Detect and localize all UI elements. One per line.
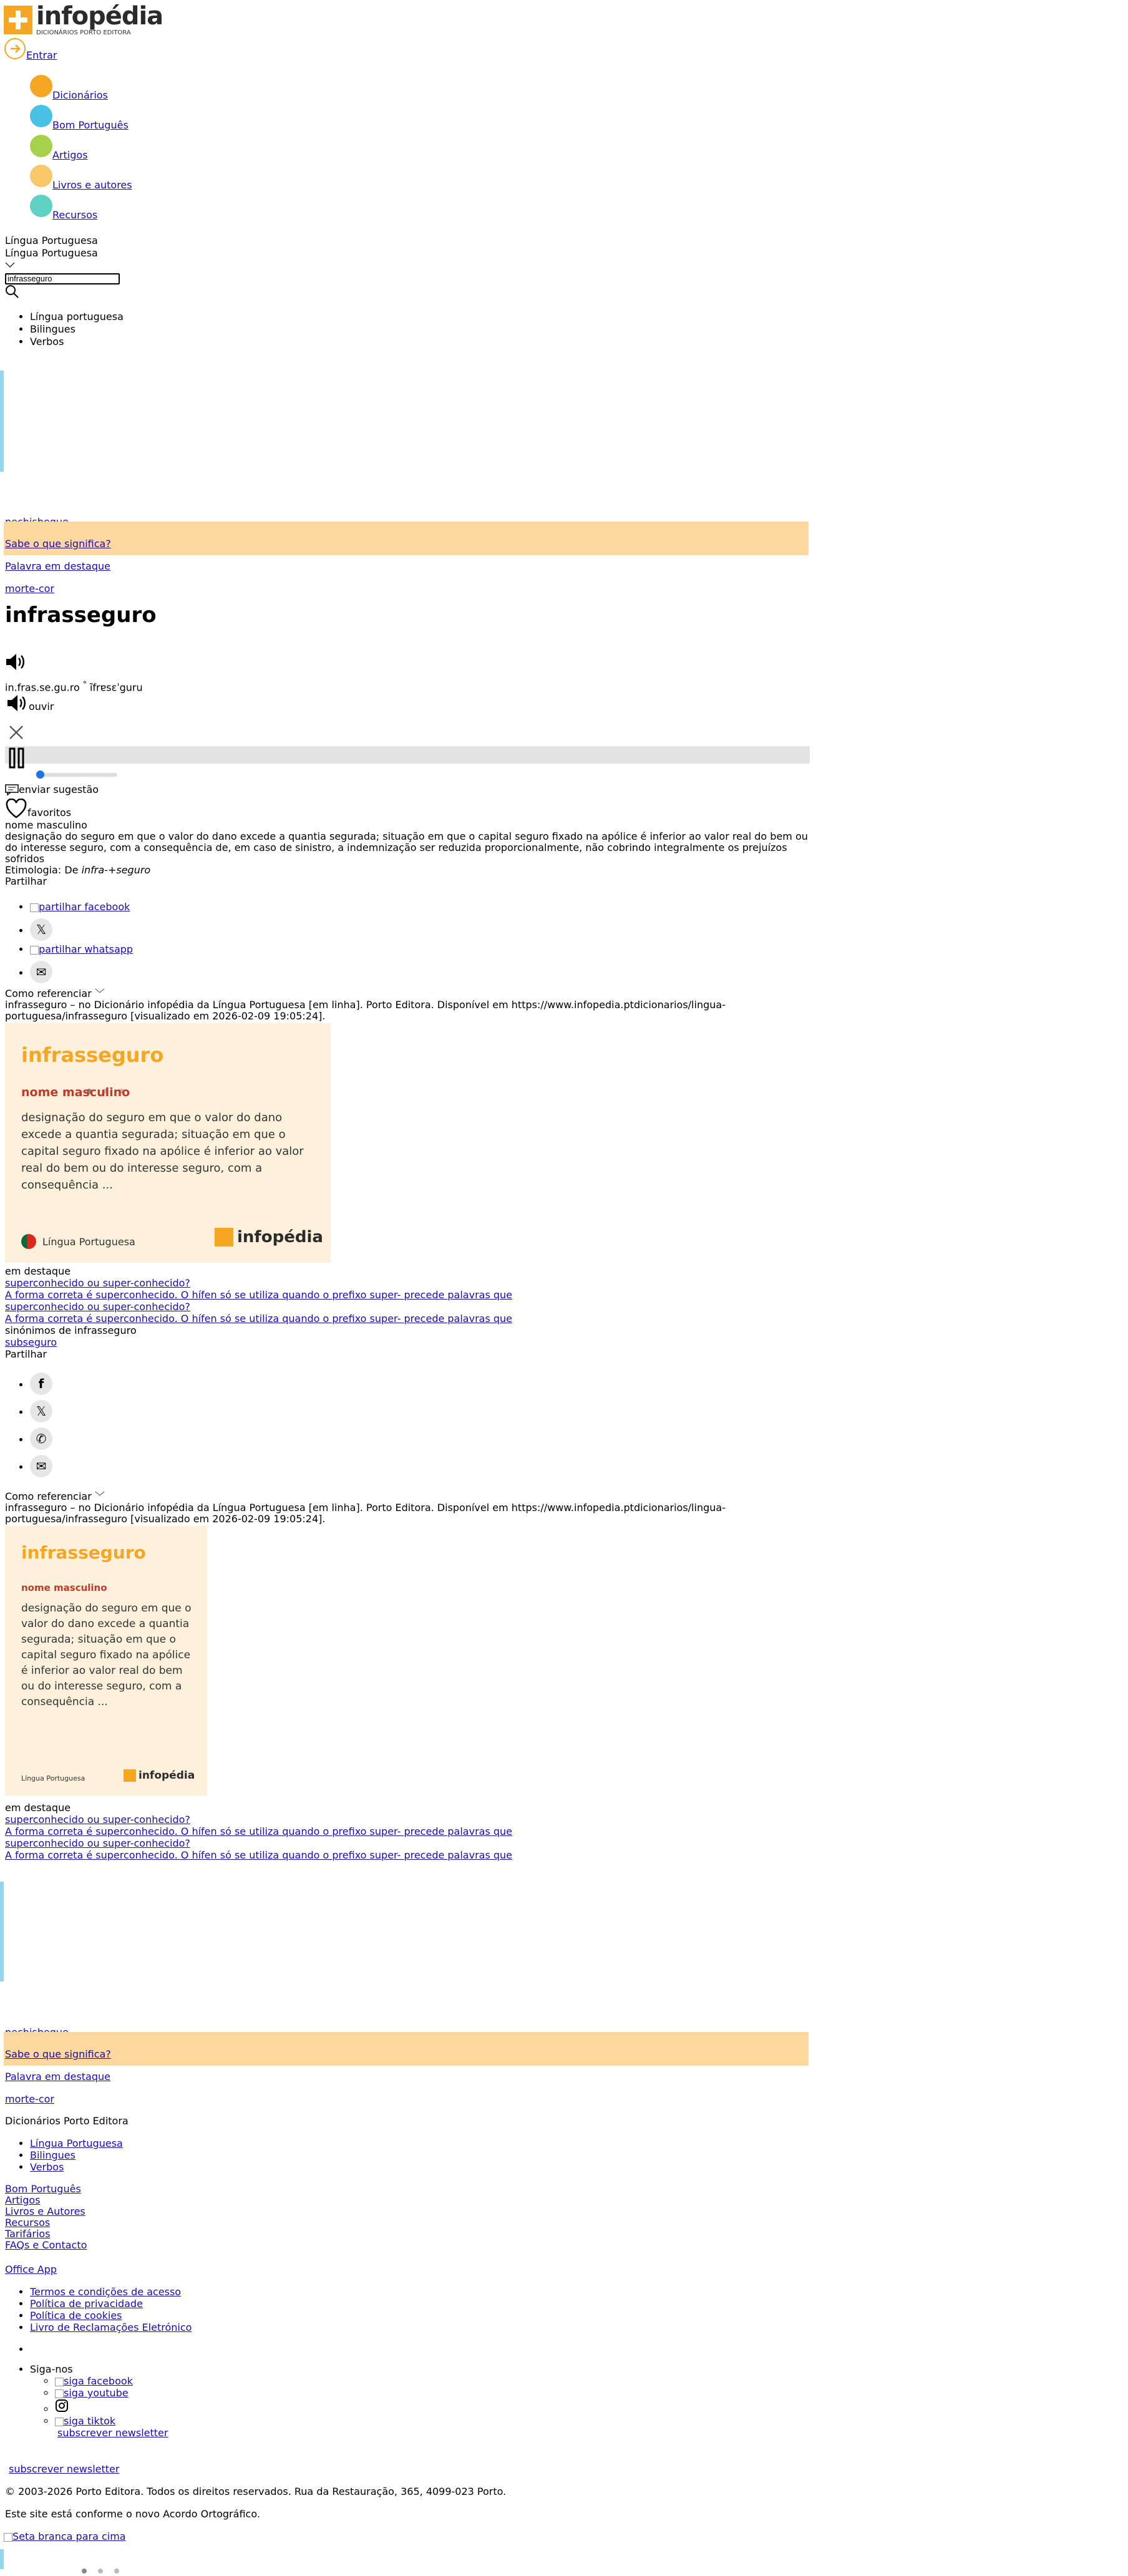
social-block: [5, 2343, 168, 2439]
share-whatsapp-link[interactable]: partilhar whatsapp: [30, 943, 133, 955]
audio-progress-handle[interactable]: [36, 770, 44, 779]
footer-title: Dicionários Porto Editora: [5, 2115, 129, 2127]
dictionary-options: [5, 311, 124, 348]
option-verbos[interactable]: • Verbos: [30, 336, 124, 348]
footer-dict-item[interactable]: • Língua Portuguesa: [30, 2137, 123, 2149]
broken-image-icon: [55, 2378, 64, 2386]
card-pos: nome masculino: [21, 1582, 107, 1593]
broken-image-icon: [55, 2389, 64, 2398]
back-to-top-link[interactable]: Seta branca para cima: [4, 2530, 126, 2542]
card-brand-logo: infopédia: [215, 1228, 323, 1247]
social-tiktok[interactable]: ◦ siga tiktok: [55, 2415, 168, 2427]
destaque-question-2[interactable]: superconhecido ou super-conhecido?: [5, 1301, 190, 1313]
dictionary-label: Língua Portuguesa: [5, 235, 98, 246]
chevron-down-icon: ﹀: [94, 1490, 105, 1502]
synonym-link[interactable]: subseguro: [5, 1336, 57, 1348]
footer-link[interactable]: Bom Português: [5, 2183, 81, 2195]
search-input[interactable]: [5, 273, 120, 284]
share-facebook[interactable]: [30, 901, 280, 918]
audio-progress-track[interactable]: [36, 773, 117, 777]
envelope-icon[interactable]: ✉: [30, 961, 52, 983]
search-icon[interactable]: [5, 284, 19, 298]
empty-item: [30, 2343, 168, 2363]
envelope-icon[interactable]: ✉: [30, 1455, 52, 1477]
copyright: © 2003-2026 Porto Editora. Todos os direitos reservados. Rua da Restauração, 365, 4099-023 Porto.: [5, 2486, 507, 2497]
pause-icon[interactable]: [9, 747, 25, 769]
feature-question-link-2[interactable]: Sabe o que significa?: [5, 2048, 111, 2060]
comment-icon: [5, 784, 19, 795]
cite-toggle[interactable]: Como referenciar ﹀: [5, 988, 105, 999]
acordo-ortografico: Este site está conforme o novo Acordo Ortográfico.: [5, 2508, 260, 2520]
feature-word2-link[interactable]: morte-cor: [5, 583, 55, 595]
listen-label[interactable]: ouvir: [29, 701, 54, 712]
social-instagram[interactable]: [55, 2399, 168, 2415]
legal-list: [5, 2286, 192, 2333]
nav-item-artigos[interactable]: Artigos: [30, 131, 342, 161]
card-pos: nome masculino: [21, 1086, 130, 1099]
nav-item-livros[interactable]: Livros e autores: [30, 161, 342, 191]
share-list: [5, 901, 280, 991]
bottom-bar: [0, 2549, 4, 2569]
dictionary-select[interactable]: Língua Portuguesa: [5, 247, 98, 259]
x-icon[interactable]: 𝕏: [30, 918, 52, 941]
destaque-answer-1b[interactable]: A forma correta é superconhecido. O hífen só se utiliza quando o prefixo super- precede palavras que: [5, 1825, 513, 1837]
citation-text-2: infrasseguro – no Dicionário infopédia da Língua Portuguesa [em linha]. Porto Editora. Disponível em https://www.infopedia.ptdicionarios/lingua- portuguesa/infrasseguro [visualizado em 2026-02-09 19:05:24].: [5, 1502, 726, 1525]
share-label: Partilhar: [5, 875, 47, 887]
card-title: infrasseguro: [21, 1043, 164, 1067]
book-icon: [30, 75, 52, 97]
broken-image-icon: [30, 946, 39, 955]
favorites-control[interactable]: [5, 799, 71, 819]
favorites-label[interactable]: favoritos: [27, 807, 72, 819]
share-x-2[interactable]: [30, 1400, 52, 1427]
login-link[interactable]: Entrar: [26, 49, 57, 61]
card-brand-logo: infopédia: [124, 1769, 195, 1782]
footer-link[interactable]: FAQs e Contacto: [5, 2239, 87, 2251]
newsletter-link[interactable]: subscrever newsletter: [9, 2463, 120, 2475]
entry-title: infrasseguro: [5, 603, 157, 628]
destaque-answer-2[interactable]: A forma correta é superconhecido. O hífen só se utiliza quando o prefixo super- precede palavras que: [5, 1313, 513, 1324]
logo-cross-icon: [4, 6, 32, 34]
share-card-large: [5, 1023, 331, 1263]
feature-word2-link-2[interactable]: morte-cor: [5, 2093, 55, 2105]
nav-item-dicionarios[interactable]: Dicionários: [30, 71, 342, 101]
facebook-icon[interactable]: f: [30, 1373, 52, 1395]
feature-highlight-link[interactable]: Palavra em destaque: [5, 560, 110, 572]
books-icon: [30, 165, 52, 187]
office-app-link[interactable]: Office App: [5, 2263, 57, 2275]
feature-highlight: [4, 522, 809, 555]
legal-item[interactable]: • Termos e condições de acesso: [30, 2286, 192, 2298]
etymology-value: infra-+seguro: [81, 864, 151, 876]
entry-etymology: Etimologia: De infra-+seguro: [5, 864, 151, 876]
carousel-dots-bottom[interactable]: [76, 2564, 125, 2576]
main-nav: [5, 71, 342, 221]
newsletter-item[interactable]: subscrever newsletter: [57, 2427, 168, 2439]
nav-item-bom-portugues[interactable]: Bom Português: [30, 101, 342, 131]
share-card-small: [5, 1526, 207, 1796]
feature-highlight-link-2[interactable]: Palavra em destaque: [5, 2071, 110, 2083]
heart-icon: [5, 799, 27, 819]
instagram-icon[interactable]: [55, 2399, 69, 2413]
suggest-control[interactable]: [5, 784, 99, 795]
broken-image-icon: [4, 2533, 12, 2542]
destaque-label: em destaque: [5, 1265, 71, 1277]
card-language: Língua Portuguesa: [21, 1234, 135, 1249]
entry-syllables: in.fras.se.gu.ro: [5, 681, 80, 694]
ad-bar: [0, 371, 4, 472]
document-icon: [30, 135, 52, 157]
footer-links: [5, 2184, 87, 2251]
card-body: designação do seguro em que o valor do dano excede a quantia segurada; situação em que o capital seguro fixado na apólice é inferior ao valor real do bem ou do interesse seguro, com a consequência ...: [21, 1111, 304, 1192]
footer-dict-item[interactable]: • Verbos: [30, 2161, 123, 2173]
option-lingua-portuguesa[interactable]: • Língua portuguesa: [30, 311, 124, 323]
share-whatsapp[interactable]: [30, 943, 280, 961]
chevron-down-icon: ﹀: [94, 988, 105, 999]
nav-item-recursos[interactable]: Recursos: [30, 191, 342, 221]
whatsapp-icon[interactable]: ✆: [30, 1427, 52, 1450]
card-title: infrasseguro: [21, 1542, 146, 1563]
destaque-answer-2b[interactable]: A forma correta é superconhecido. O hífen só se utiliza quando o prefixo super- precede palavras que: [5, 1849, 513, 1861]
ipa-separator: °: [82, 680, 87, 689]
footer-dict-item[interactable]: • Bilingues: [30, 2149, 123, 2161]
destaque-question-1b[interactable]: superconhecido ou super-conhecido?: [5, 1814, 190, 1825]
pencil-icon: [30, 105, 52, 127]
entry-definition: designação do seguro em que o valor do dano excede a quantia segurada; situação em que o capital seguro fixado na apólice é inferior ao valor real do bem ou do interesse seguro, com a consequência de, em caso de sinistro, a indemnização ser reduzida proporcionalmente, não cobrindo integralmente os prejuízos sofridos: [5, 830, 808, 865]
share-list-2: [5, 1373, 52, 1482]
footer-dict-list: [5, 2137, 123, 2173]
legal-item[interactable]: • Política de cookies: [30, 2310, 192, 2321]
destaque-label-2: em destaque: [5, 1802, 71, 1814]
share-label-2: Partilhar: [5, 1348, 47, 1360]
share-email-2[interactable]: [30, 1455, 52, 1482]
entry-pos: nome masculino: [5, 819, 87, 831]
logo-cross-icon: [215, 1228, 233, 1247]
audio-player: [5, 746, 810, 764]
footer-link[interactable]: Recursos: [5, 2217, 51, 2228]
listen-control[interactable]: [5, 694, 54, 712]
login-area[interactable]: [4, 37, 57, 60]
footer-link[interactable]: Tarifários: [5, 2228, 51, 2240]
login-icon: [4, 37, 26, 60]
share-facebook-link[interactable]: partilhar facebook: [30, 901, 130, 913]
footer-link[interactable]: Livros e Autores: [5, 2205, 85, 2217]
legal-item[interactable]: • Livro de Reclamações Eletrónico: [30, 2321, 192, 2333]
broken-image-icon: [55, 2418, 64, 2426]
social-follow: • Siga-nos ◦ siga facebook ◦ siga youtube ◦ ◦ siga tiktok subscrever newsletter: [30, 2363, 168, 2439]
synonyms-label: sinónimos de infrasseguro: [5, 1324, 137, 1336]
footer-link[interactable]: Artigos: [5, 2194, 41, 2206]
card-language: Língua Portuguesa: [21, 1774, 85, 1782]
destaque-question-1[interactable]: superconhecido ou super-conhecido?: [5, 1277, 190, 1289]
destaque-question-2b[interactable]: superconhecido ou super-conhecido?: [5, 1837, 190, 1849]
portugal-flag-icon: [21, 1234, 36, 1249]
cite-toggle-2[interactable]: Como referenciar ﹀: [5, 1490, 105, 1502]
speaker-icon[interactable]: [5, 653, 26, 671]
ad-bar-2: [0, 1882, 4, 1981]
entry-pronunciation: [5, 680, 143, 693]
feature-highlight-2: [4, 2032, 809, 2066]
chevron-down-icon[interactable]: [5, 261, 15, 269]
share-x[interactable]: [30, 918, 280, 943]
speaker-icon[interactable]: [5, 694, 29, 712]
site-logo[interactable]: [4, 4, 163, 36]
suggest-label[interactable]: enviar sugestão: [19, 784, 99, 795]
close-icon[interactable]: [7, 724, 25, 741]
logo-subtitle: DICIONÁRIOS PORTO EDITORA: [36, 29, 131, 36]
legal-item[interactable]: • Política de privacidade: [30, 2298, 192, 2310]
citation-text: infrasseguro – no Dicionário infopédia da Língua Portuguesa [em linha]. Porto Editora. Disponível em https://www.infopedia.ptdicionarios/lingua- portuguesa/infrasseguro [visualizado em 2026-02-09 19:05:24].: [5, 999, 726, 1022]
broken-image-icon: [30, 903, 39, 912]
option-bilingues[interactable]: • Bilingues: [30, 323, 124, 336]
destaque-answer-1[interactable]: A forma correta é superconhecido. O hífen só se utiliza quando o prefixo super- precede palavras que: [5, 1289, 513, 1301]
social-facebook[interactable]: ◦ siga facebook: [55, 2375, 168, 2387]
card-body: designação do seguro em que o valor do dano excede a quantia segurada; situação em que o capital seguro fixado na apólice é inferior ao valor real do bem ou do interesse seguro, com a consequência ...: [21, 1602, 192, 1708]
social-youtube[interactable]: ◦ siga youtube: [55, 2387, 168, 2399]
logo-title: infopédia: [36, 2, 163, 31]
feature-question-link[interactable]: Sabe o que significa?: [5, 538, 111, 550]
logo-cross-icon: [124, 1769, 136, 1782]
share-facebook-2[interactable]: [30, 1373, 52, 1400]
resources-icon: [30, 195, 52, 217]
share-email[interactable]: [30, 961, 280, 991]
x-icon[interactable]: 𝕏: [30, 1400, 52, 1422]
entry-ipa: ĩfrɐsɛˈguru: [89, 681, 143, 694]
share-whatsapp-2[interactable]: [30, 1427, 52, 1455]
